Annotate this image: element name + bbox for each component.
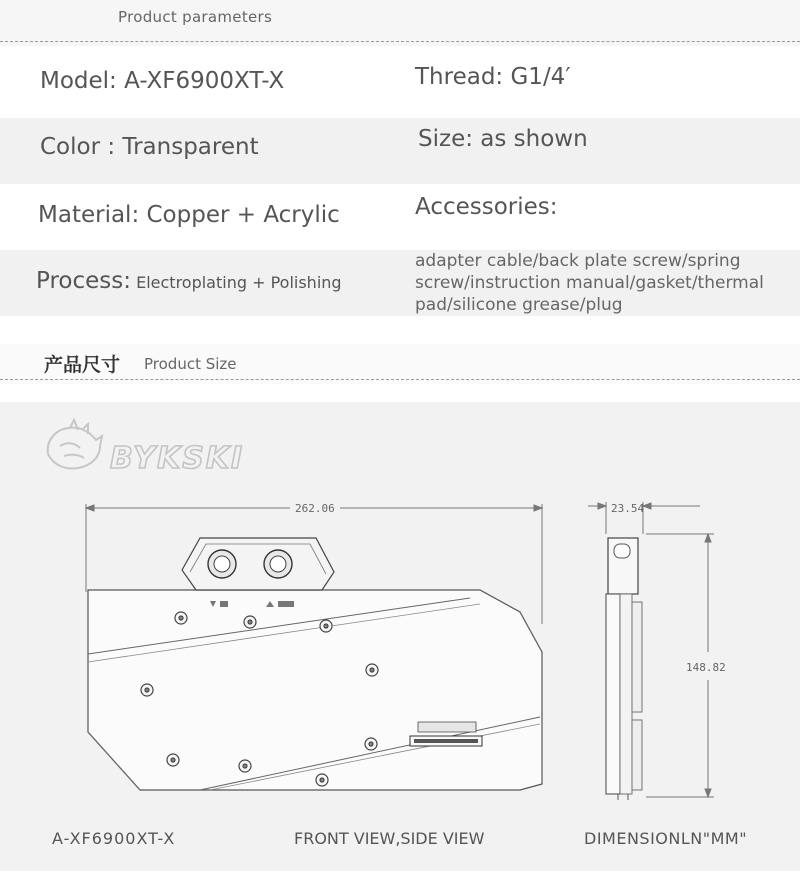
size-param: Size: as shown	[418, 126, 588, 152]
process-label: Process:	[36, 268, 131, 294]
front-view	[88, 538, 542, 790]
model-caption: A-XF6900XT-X	[52, 829, 176, 848]
color-param: Color : Transparent	[40, 134, 259, 160]
param-row-3	[0, 184, 800, 250]
dim-width-label: 262.06	[295, 502, 335, 515]
accessories-list: adapter cable/back plate screw/spring screw/instruction manual/gasket/thermal pad/silicone grease/plug	[415, 251, 764, 315]
drawing-svg	[0, 402, 800, 871]
dim-height-label: 148.82	[686, 661, 726, 674]
dashed-divider	[0, 379, 800, 380]
param-row-4	[0, 250, 800, 316]
views-caption: FRONT VIEW,SIDE VIEW	[294, 829, 485, 848]
section-title-cn: 产品尺寸	[44, 354, 121, 376]
dim-thickness-label: 23.54	[611, 502, 645, 515]
process-param	[36, 268, 342, 294]
accessories-label: Accessories:	[415, 194, 558, 220]
product-parameters-header	[0, 0, 800, 46]
thread-param: Thread: G1/4′	[415, 64, 571, 90]
param-row-1	[0, 48, 800, 114]
side-view	[588, 502, 726, 800]
brand-text: BYKSKI	[110, 441, 245, 476]
unit-caption: DIMENSIONLN"MM"	[584, 829, 748, 848]
process-value: Electroplating + Polishing	[136, 273, 342, 292]
technical-drawing	[0, 402, 800, 871]
model-param: Model: A-XF6900XT-X	[40, 68, 285, 94]
bykski-logo	[48, 420, 245, 476]
param-row-2	[0, 118, 800, 184]
material-param: Material: Copper + Acrylic	[38, 202, 340, 228]
product-size-header	[0, 344, 800, 384]
dashed-divider	[0, 41, 800, 42]
section-title: Product parameters	[118, 8, 273, 26]
section-title-en: Product Size	[144, 355, 237, 373]
